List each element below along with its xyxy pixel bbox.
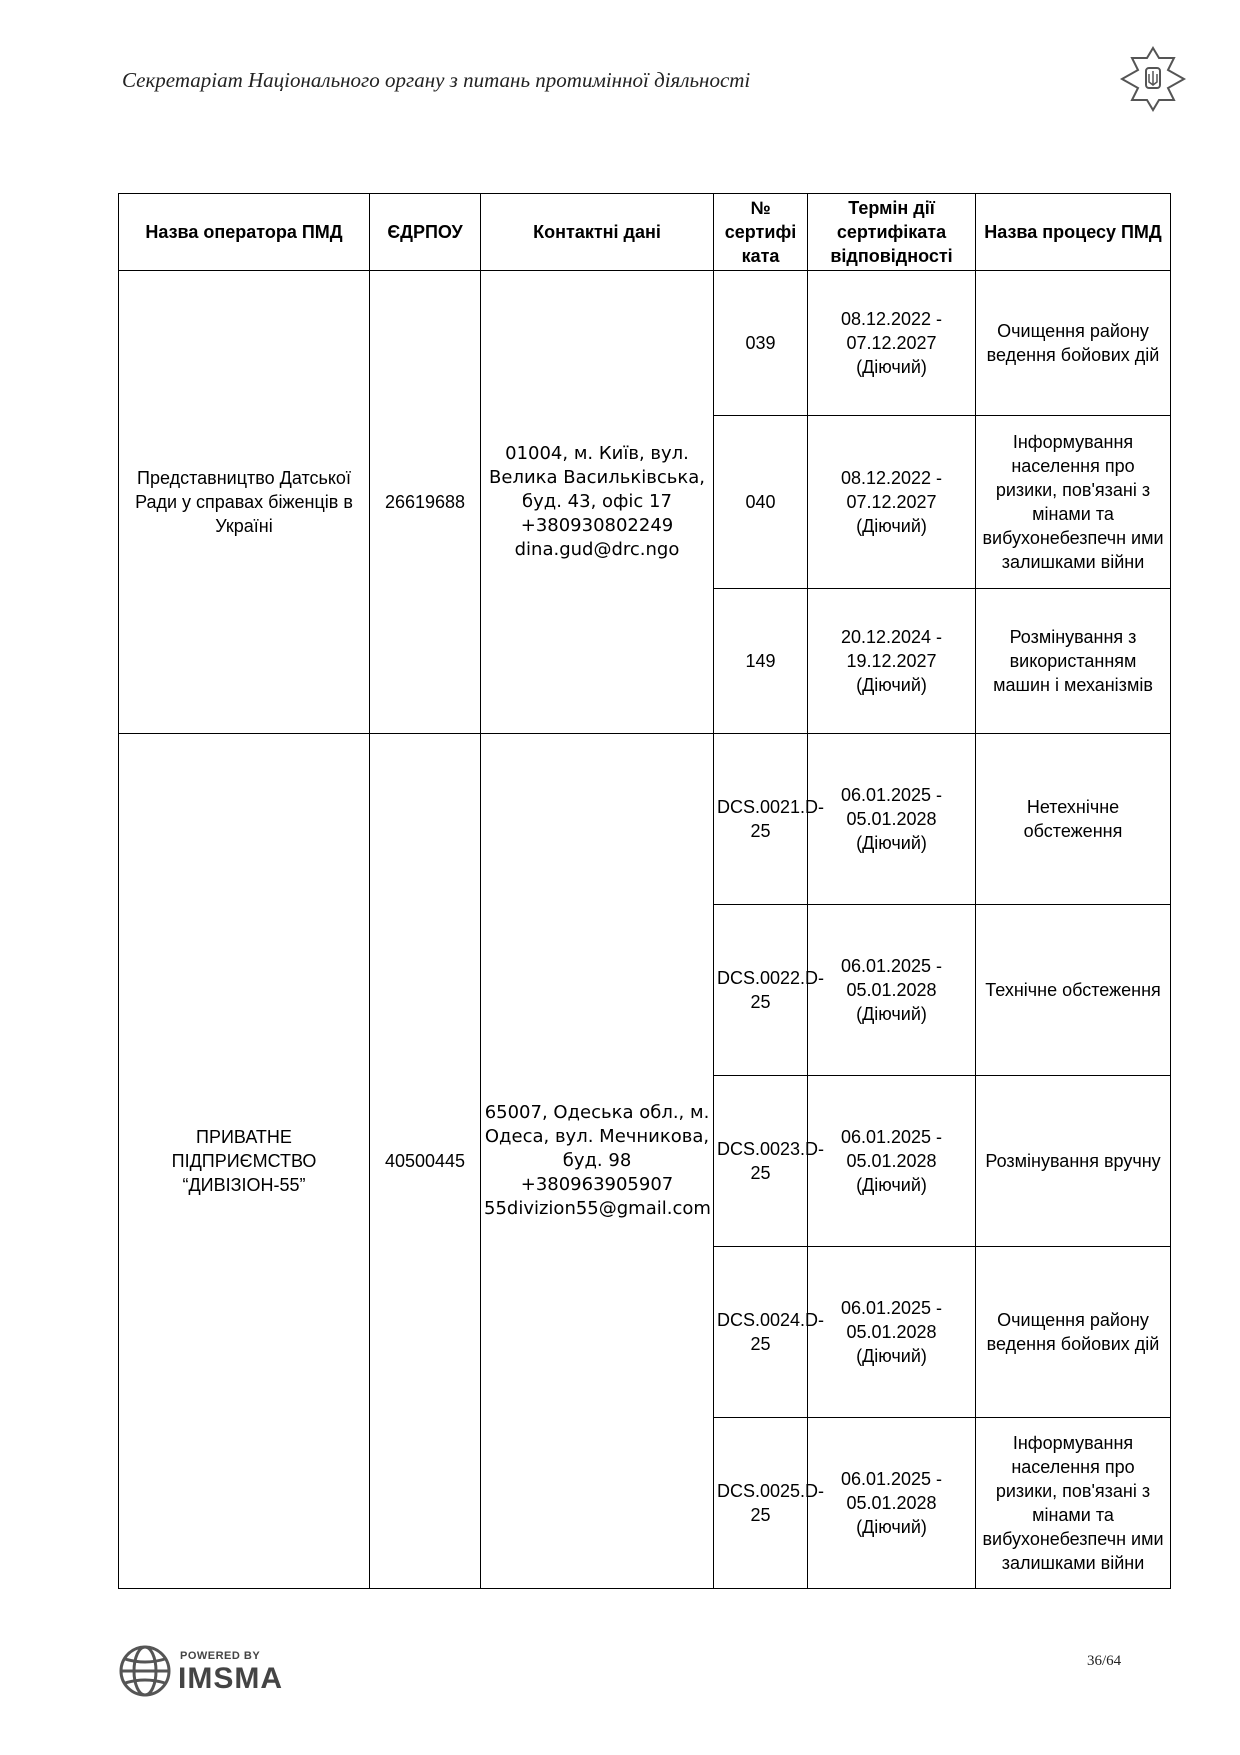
process-name: Нетехнічне обстеження [976, 734, 1171, 905]
certificate-term: 08.12.2022 - 07.12.2027 (Діючий) [808, 271, 976, 416]
column-header: Контактні дані [481, 194, 714, 271]
operator-edrpou: 26619688 [370, 271, 481, 734]
process-name: Очищення району ведення бойових дій [976, 271, 1171, 416]
operator-edrpou: 40500445 [370, 734, 481, 1589]
certificate-number: 040 [714, 416, 808, 589]
process-name: Інформування населення про ризики, пов'язані з мінами та вибухонебезпечн ими залишками війни [976, 416, 1171, 589]
certificate-number: DCS.0022.D-25 [714, 905, 808, 1076]
certificate-term: 06.01.2025 - 05.01.2028 (Діючий) [808, 905, 976, 1076]
certificate-term: 06.01.2025 - 05.01.2028 (Діючий) [808, 734, 976, 905]
certificate-number: DCS.0023.D-25 [714, 1076, 808, 1247]
certificate-term: 06.01.2025 - 05.01.2028 (Діючий) [808, 1076, 976, 1247]
page-number: 36/64 [1087, 1653, 1122, 1669]
certificate-number: 039 [714, 271, 808, 416]
operator-name: ПРИВАТНЕ ПІДПРИЄМСТВО “ДИВІЗІОН-55” [119, 734, 370, 1589]
column-header: ЄДРПОУ [370, 194, 481, 271]
certificate-number: DCS.0025.D-25 [714, 1418, 808, 1589]
certificate-number: 149 [714, 589, 808, 734]
certificate-number: DCS.0021.D-25 [714, 734, 808, 905]
imsma-logo [118, 1642, 283, 1702]
document-header-title: Секретаріат Національного органу з питань протимінної діяльності [122, 68, 751, 92]
process-name: Очищення району ведення бойових дій [976, 1247, 1171, 1418]
process-name: Розмінування з використанням машин і механізмів [976, 589, 1171, 734]
table-row [119, 734, 1171, 905]
certificate-number: DCS.0024.D-25 [714, 1247, 808, 1418]
mine-action-emblem-icon [1118, 44, 1188, 114]
operator-contact: 01004, м. Київ, вул. Велика Васильківська, буд. 43, офіс 17 +380930802249 dina.gud@drc.ngo [481, 271, 714, 734]
process-name: Розмінування вручну [976, 1076, 1171, 1247]
certificates-table [118, 193, 1171, 1589]
column-header: Назва оператора ПМД [119, 194, 370, 271]
column-header: Назва процесу ПМД [976, 194, 1171, 271]
column-header: Термін дії сертифіката відповідності [808, 194, 976, 271]
globe-icon [118, 1644, 172, 1698]
table-header-row [119, 194, 1171, 271]
column-header: № сертифі ката [714, 194, 808, 271]
operator-name: Представництво Датської Ради у справах біженців в Україні [119, 271, 370, 734]
certificate-term: 06.01.2025 - 05.01.2028 (Діючий) [808, 1418, 976, 1589]
table-row [119, 271, 1171, 416]
operator-contact: 65007, Одеська обл., м. Одеса, вул. Мечникова, буд. 98 +380963905907 55divizion55@gmail.com [481, 734, 714, 1589]
process-name: Технічне обстеження [976, 905, 1171, 1076]
process-name: Інформування населення про ризики, пов'язані з мінами та вибухонебезпечн ими залишками війни [976, 1418, 1171, 1589]
powered-by-label: POWERED BY [180, 1650, 261, 1662]
certificate-term: 20.12.2024 - 19.12.2027 (Діючий) [808, 589, 976, 734]
certificate-term: 08.12.2022 - 07.12.2027 (Діючий) [808, 416, 976, 589]
brand-name: IMSMA [178, 1662, 283, 1695]
certificate-term: 06.01.2025 - 05.01.2028 (Діючий) [808, 1247, 976, 1418]
